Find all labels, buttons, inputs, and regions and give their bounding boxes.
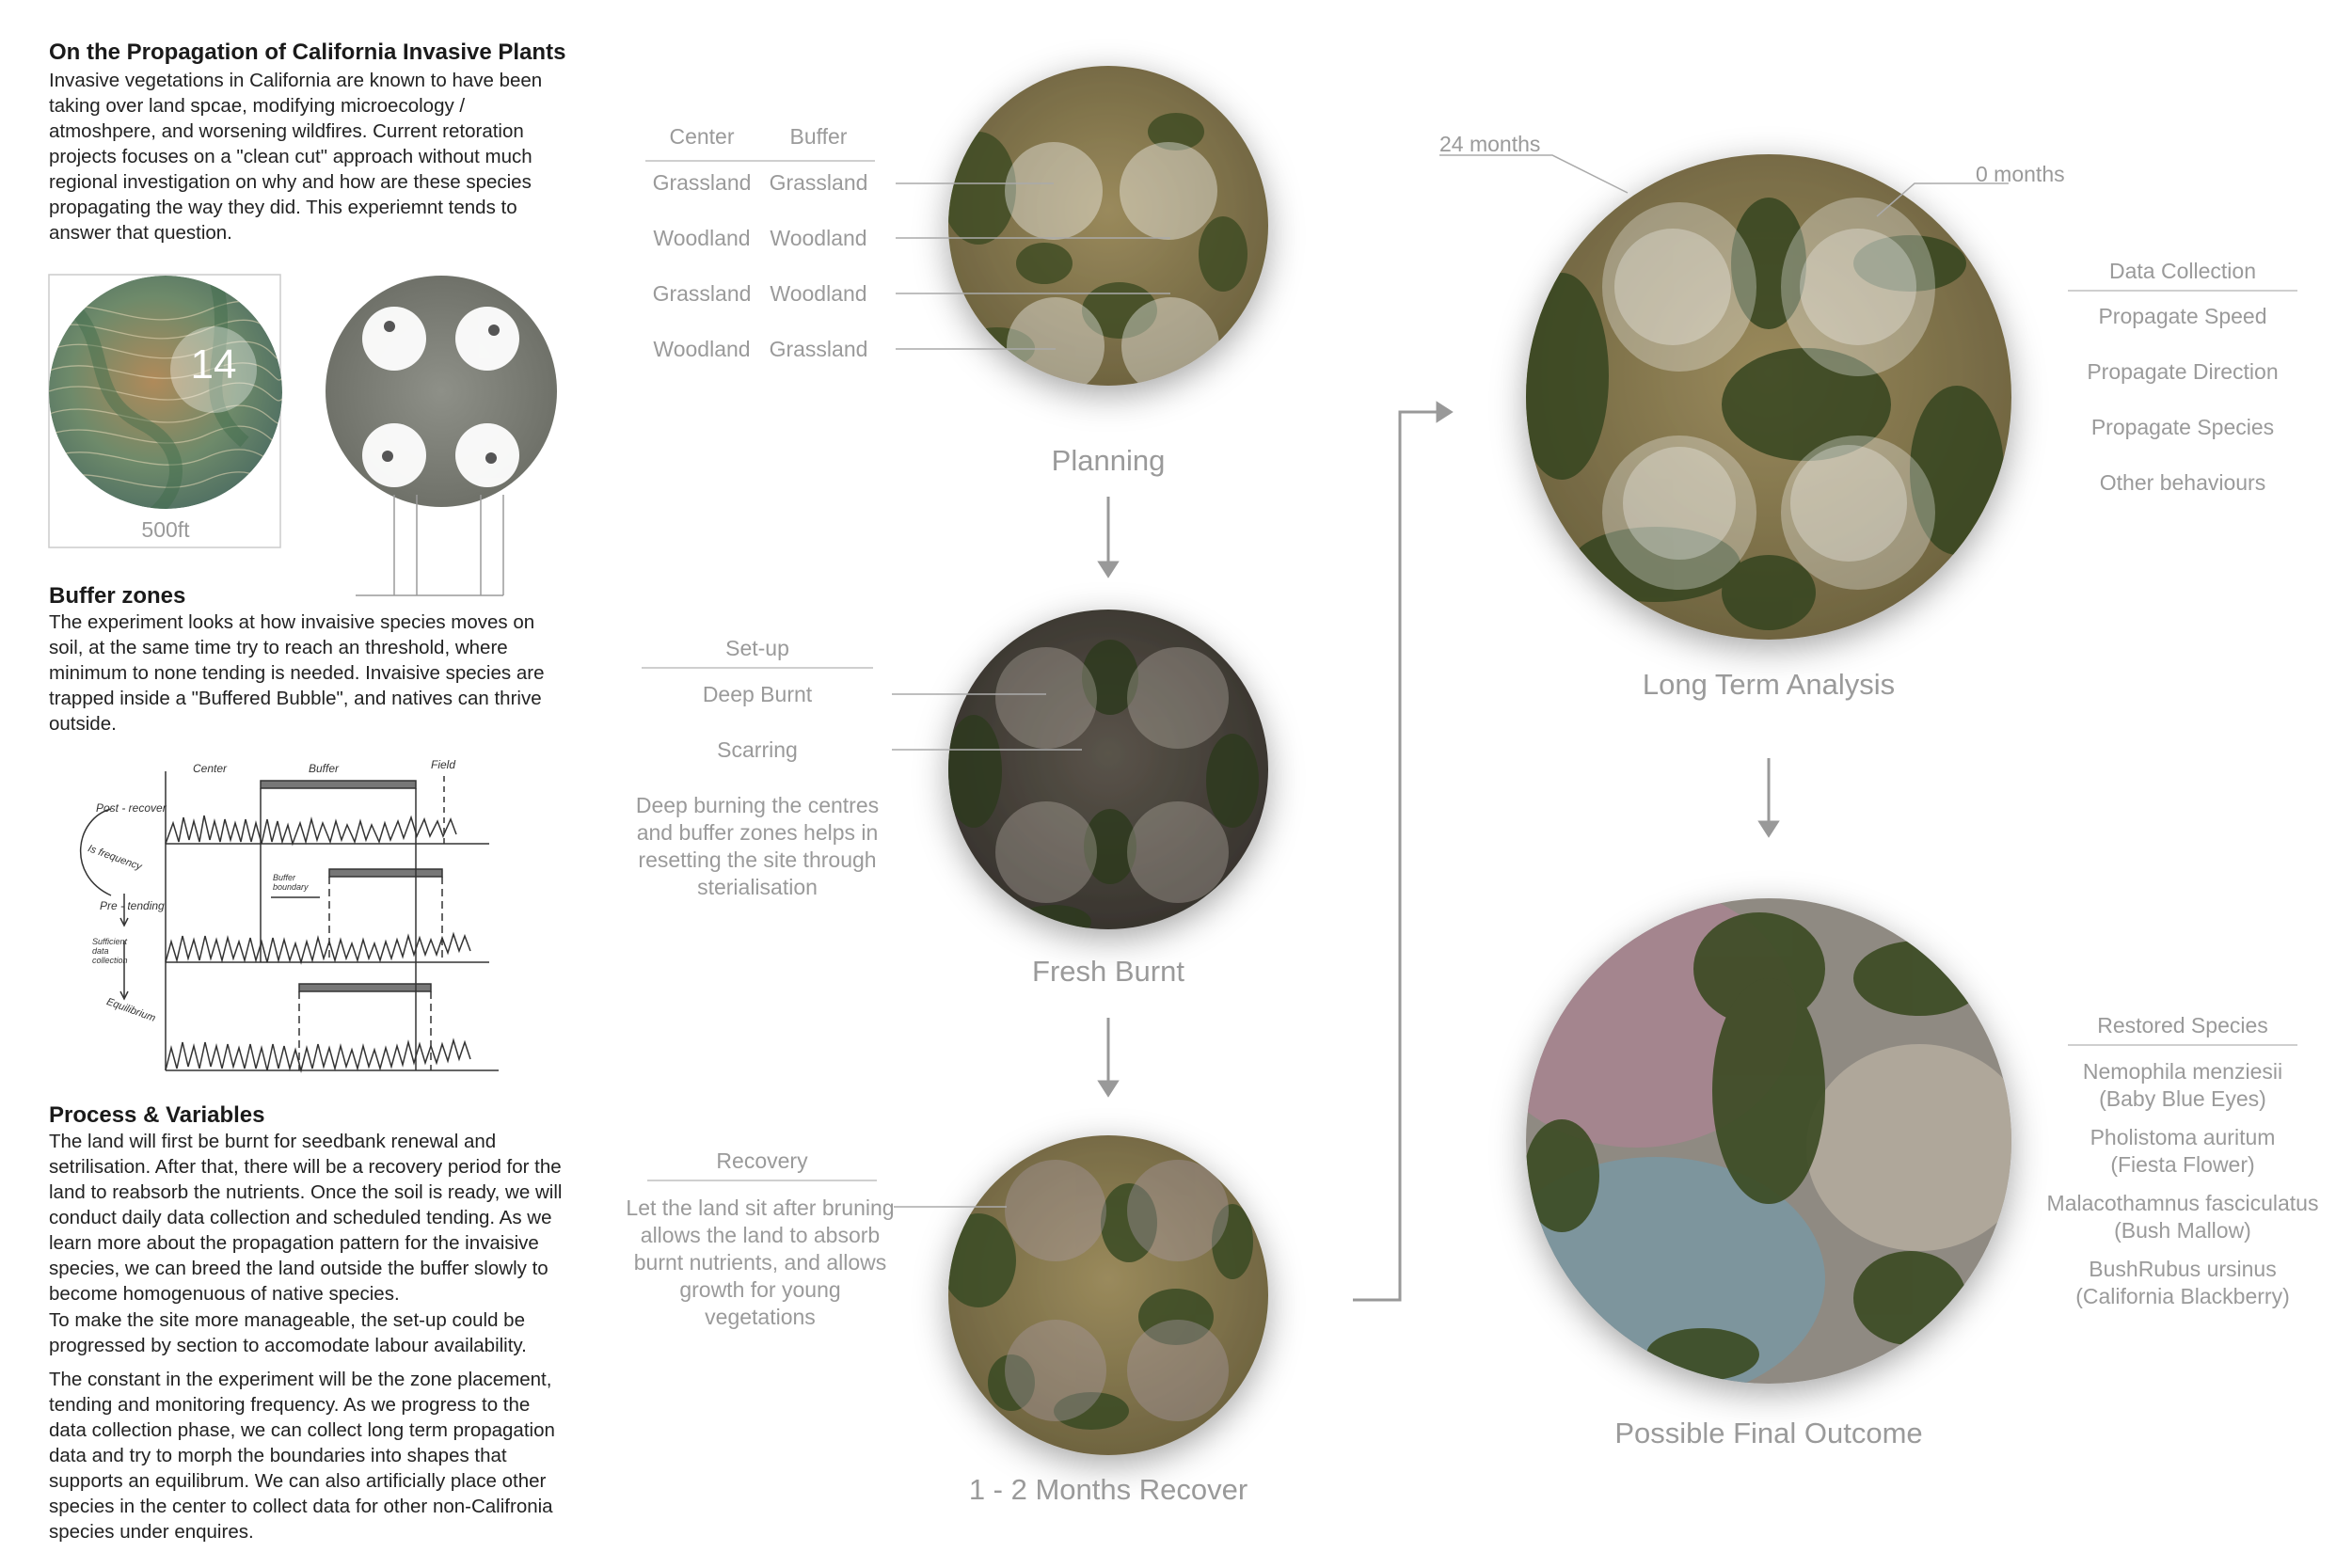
outcome-species-3 <box>2032 1190 2333 1244</box>
plan-grey-circle <box>326 276 557 507</box>
outcome-species-3-name: Malacothamnus fasciculatus <box>2046 1191 2319 1215</box>
analysis-caption: Long Term Analysis <box>1642 668 1896 701</box>
buffer-title: Buffer zones <box>49 583 186 609</box>
outcome-caption: Possible Final Outcome <box>1614 1417 1923 1449</box>
planning-col-buffer: Buffer <box>789 124 848 149</box>
intro-title: On the Propagation of California Invasive Plants <box>49 40 566 65</box>
sketch-label-buffer-boundary: Buffer boundary <box>273 873 309 892</box>
planning-row-1-buffer: Grassland <box>769 170 868 195</box>
recover-caption: 1 - 2 Months Recover <box>968 1473 1248 1506</box>
site-number-badge: 14 <box>190 341 237 388</box>
sketch-label-center: Center <box>193 762 228 775</box>
analysis-label-24-months: 24 months <box>1439 132 1541 156</box>
process-paragraph-1: The land will first be burnt for seedbank renewal and setrilisation. After that, there will be a recovery period for the land to reabsorb the nutrients. Once the soil is ready, we will conduct daily data collection and scheduled tending. As we learn more about the propagation pattern for the invaisive species, we can breed the land outside the buffer slowly to become homogenuous of native species. <box>49 1131 563 1305</box>
process-paragraph-3: The constant in the experiment will be the zone placement, tending and monitoring frequency. As we progress to the data collection phase, we can collect long term propagation data and try to morph the boundaries into shapes that supports an equilibrum. We can also artificially place other species in the center to collect data for other non-Califronia species under enquires. <box>49 1369 555 1543</box>
process-title: Process & Variables <box>49 1102 265 1128</box>
scale-label: 500ft <box>141 517 190 542</box>
planning-row-2-center: Woodland <box>653 226 751 250</box>
sketch-label-pre-tending: Pre - tending <box>100 899 165 912</box>
outcome-species-4-common: (California Blackberry) <box>2075 1284 2290 1308</box>
process-paragraph-2: To make the site more manageable, the set-up could be progressed by section to accomodate labour availability. <box>49 1309 527 1356</box>
outcome-species-2-common: (Fiesta Flower) <box>2110 1152 2255 1177</box>
outcome-species-1-common: (Baby Blue Eyes) <box>2099 1086 2266 1111</box>
outcome-species-4-name: BushRubus ursinus <box>2089 1257 2277 1281</box>
recover-description: Let the land sit after bruning allows the land to absorb burnt nutrients, and allows growth for young vegetations <box>626 1196 895 1329</box>
intro-text: Invasive vegetations in California are known to have been taking over land spcae, modifying microecology / atmoshpere, and worsening wildfires. Current retoration projects focuses on a "clean cut" approach without much regional investigation on why and how are these species propagating the way they did. This experiemnt tends to answer that question. <box>49 70 543 244</box>
sketch-label-sufficient-data: Sufficient data collection <box>92 937 128 965</box>
outcome-species-3-common: (Bush Mallow) <box>2114 1218 2251 1243</box>
analysis-item-speed: Propagate Speed <box>2098 304 2267 328</box>
planning-row-4-buffer: Grassland <box>769 337 868 361</box>
recover-header: Recovery <box>647 1148 877 1181</box>
sketch-label-post-recover: Post - recover <box>96 801 167 815</box>
outcome-species-2 <box>2032 1124 2333 1179</box>
sketch-label-field: Field <box>431 758 456 771</box>
buffer-text: The experiment looks at how invaisive species moves on soil, at the same time try to reach an threshold, where minimum to none tending is needed. Invaisive species are trapped inside a "Buffered Bubble", and natives can thrive outside. <box>49 611 545 735</box>
outcome-species-1 <box>2032 1058 2333 1113</box>
analysis-item-other: Other behaviours <box>2099 470 2266 495</box>
planning-row-3-center: Grassland <box>652 281 752 306</box>
sketch-label-frequency: Is frequency <box>86 843 144 873</box>
planning-caption: Planning <box>1051 444 1166 477</box>
plan-leader-lines <box>356 495 503 595</box>
buffer-sketch <box>81 771 499 1070</box>
analysis-label-0-months: 0 months <box>1976 162 2065 186</box>
planning-col-center: Center <box>669 124 735 149</box>
burnt-item-deep: Deep Burnt <box>702 682 813 706</box>
outcome-species-4 <box>2032 1256 2333 1310</box>
sketch-label-buffer: Buffer <box>309 762 340 775</box>
site-topo-map <box>49 276 282 527</box>
burnt-header: Set-up <box>642 636 873 669</box>
burnt-description: Deep burning the centres and buffer zones helps in resetting the site through sterialisation <box>635 793 880 899</box>
burnt-caption: Fresh Burnt <box>1032 955 1184 988</box>
analysis-header: Data Collection <box>2068 259 2297 292</box>
sketch-label-equilibrium: Equilibrium <box>104 996 157 1024</box>
analysis-item-species: Propagate Species <box>2090 415 2275 439</box>
outcome-species-1-name: Nemophila menziesii <box>2082 1059 2283 1084</box>
planning-table-header <box>645 124 875 162</box>
planning-row-1-center: Grassland <box>652 170 752 195</box>
outcome-header: Restored Species <box>2068 1013 2297 1046</box>
outcome-species-2-name: Pholistoma auritum <box>2090 1125 2276 1149</box>
analysis-item-direction: Propagate Direction <box>2087 359 2279 384</box>
burnt-item-scarring: Scarring <box>717 737 798 762</box>
planning-row-3-buffer: Woodland <box>770 281 867 306</box>
planning-row-2-buffer: Woodland <box>770 226 867 250</box>
planning-row-4-center: Woodland <box>653 337 751 361</box>
